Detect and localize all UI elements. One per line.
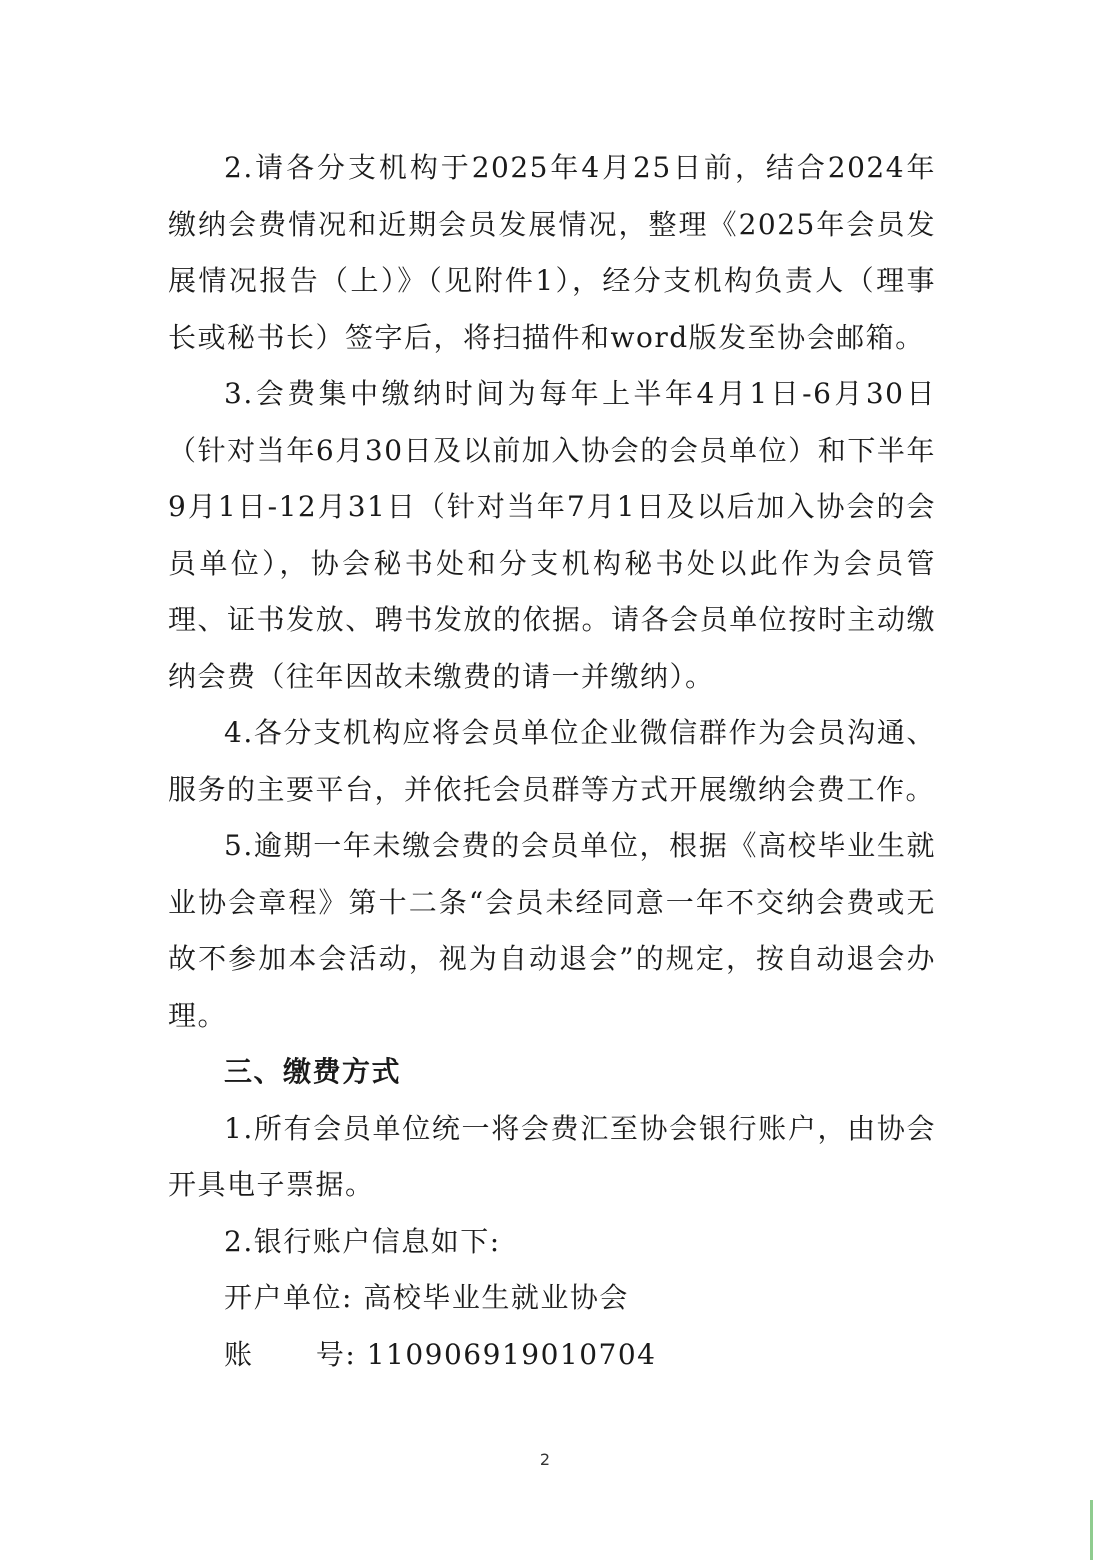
document-body bbox=[168, 140, 936, 1383]
bank-account-holder: 开户单位: 高校毕业生就业协会 bbox=[224, 1281, 629, 1314]
section-heading-payment-method: 三、缴费方式 bbox=[224, 1055, 402, 1088]
scan-edge-mark bbox=[1090, 1500, 1093, 1560]
paragraph-item-5: 5.逾期一年未缴会费的会员单位，根据《高校毕业生就业协会章程》第十二条“会员未经同意一年不交纳会费或无故不参加本会活动，视为自动退会”的规定，按自动退会办理。 bbox=[168, 829, 936, 1032]
payment-paragraph-1: 1.所有会员单位统一将会费汇至协会银行账户，由协会开具电子票据。 bbox=[168, 1111, 936, 1201]
bank-info-intro: 2.银行账户信息如下: bbox=[224, 1224, 501, 1258]
paragraph-item-3: 3.会费集中缴纳时间为每年上半年4月1日-6月30日（针对当年6月30日及以前加入协会的会员单位）和下半年9月1日-12月31日（针对当年7月1日及以后加入协会的会员单位），协会秘书处和分支机构秘书处以此作为会员管理、证书发放、聘书发放的依据。请各会员单位按时主动缴纳会费（往年因故未缴费的请一并缴纳）。 bbox=[168, 377, 936, 693]
paragraph-item-2: 2.请各分支机构于2025年4月25日前，结合2024年缴纳会费情况和近期会员发展情况，整理《2025年会员发展情况报告（上）》（见附件1），经分支机构负责人（理事长或秘书长）签字后，将扫描件和word版发至协会邮箱。 bbox=[168, 151, 936, 354]
page-number: 2 bbox=[539, 1450, 551, 1469]
paragraph-item-4: 4.各分支机构应将会员单位企业微信群作为会员沟通、服务的主要平台，并依托会员群等方式开展缴纳会费工作。 bbox=[168, 716, 936, 806]
bank-account-number: 账 号: 110906919010704 bbox=[224, 1337, 657, 1371]
